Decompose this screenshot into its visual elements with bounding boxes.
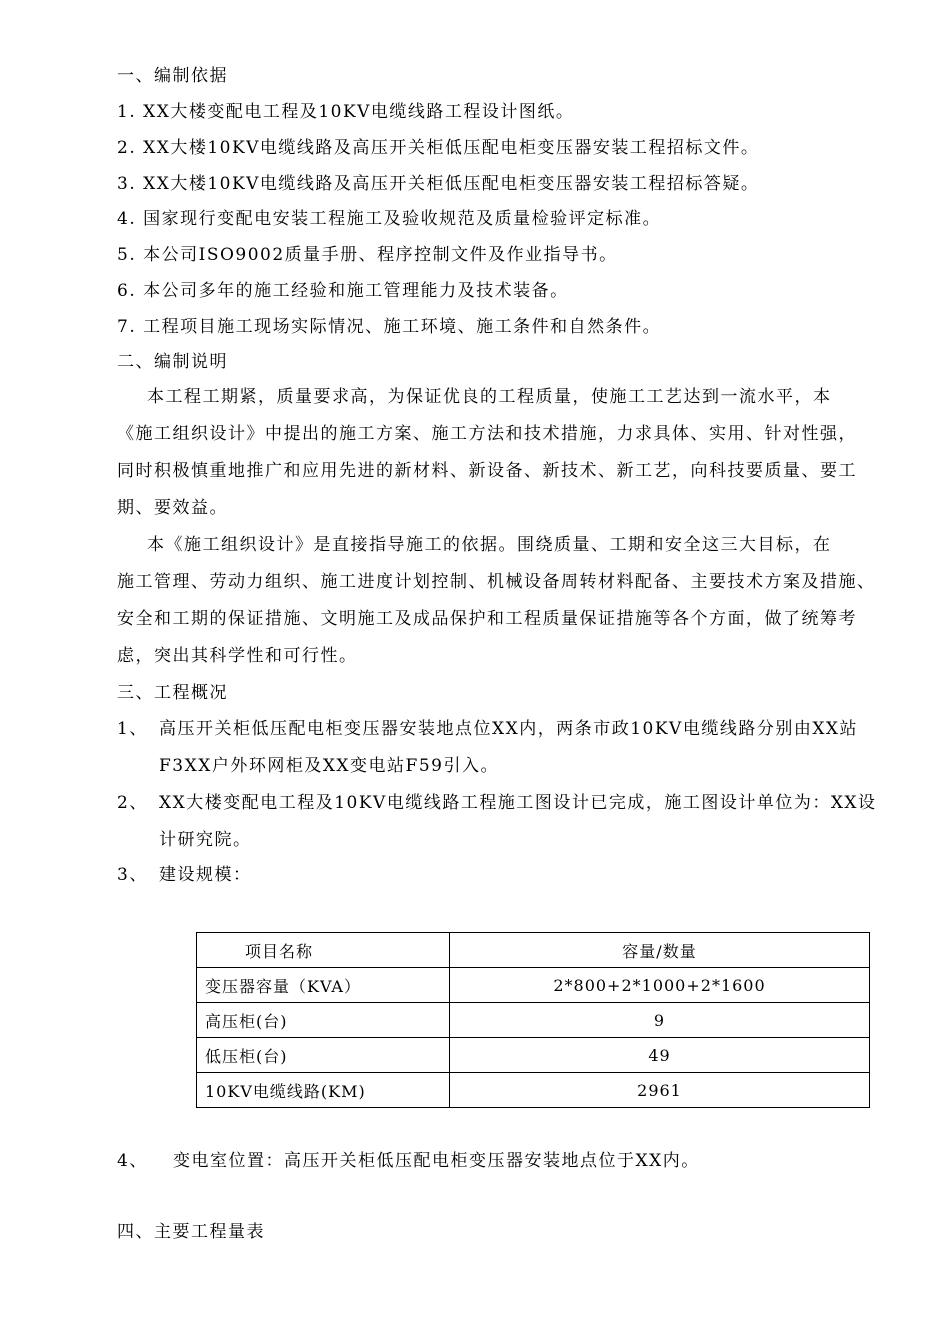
item-number: 4、 [117, 1151, 148, 1171]
section-3-heading: 三、工程概况 [117, 683, 228, 703]
table-row [197, 1073, 870, 1108]
paragraph-line: 同时积极慎重地推广和应用先进的新材料、新设备、新技术、新工艺，向科技要质量、要工 [117, 461, 857, 481]
section-2-heading: 二、编制说明 [117, 352, 228, 372]
item-number: 1、 [117, 719, 148, 739]
basis-item-7: 7. 工程项目施工现场实际情况、施工环境、施工条件和自然条件。 [117, 317, 662, 337]
explanation-paragraph-1 [117, 379, 892, 527]
table-cell: 2*800+2*1000+2*1600 [450, 968, 870, 1003]
basis-item-3: 3. XX大楼10KV电缆线路及高压开关柜低压配电柜变压器安装工程招标答疑。 [117, 174, 760, 194]
basis-item-5: 5. 本公司ISO9002质量手册、程序控制文件及作业指导书。 [117, 245, 618, 265]
item-line: XX大楼变配电工程及10KV电缆线路工程施工图设计已完成，施工图设计单位为：XX设 [159, 793, 877, 813]
basis-item-2: 2. XX大楼10KV电缆线路及高压开关柜低压配电柜变压器安装工程招标文件。 [117, 138, 760, 158]
table-row [197, 1038, 870, 1073]
paragraph-line: 本《施工组织设计》是直接指导施工的依据。围绕质量、工期和安全这三大目标，在 [147, 535, 832, 555]
section-4-heading: 四、主要工程量表 [117, 1222, 265, 1242]
section-1-heading: 一、编制依据 [117, 66, 228, 86]
paragraph-line: 安全和工期的保证措施、文明施工及成品保护和工程质量保证措施等各个方面，做了统筹考 [117, 609, 857, 629]
paragraph-line: 期、要效益。 [117, 498, 228, 518]
basis-item-1: 1. XX大楼变配电工程及10KV电缆线路工程设计图纸。 [117, 102, 575, 122]
basis-item-4: 4. 国家现行变配电安装工程施工及验收规范及质量检验评定标准。 [117, 209, 662, 229]
item-line: F3XX户外环网柜及XX变电站F59引入。 [159, 756, 499, 776]
basis-item-6: 6. 本公司多年的施工经验和施工管理能力及技术装备。 [117, 281, 569, 301]
explanation-paragraph-2 [117, 527, 892, 675]
paragraph-line: 本工程工期紧，质量要求高，为保证优良的工程质量，使施工工艺达到一流水平，本 [147, 387, 832, 407]
table-row [197, 1003, 870, 1038]
table-cell: 10KV电缆线路(KM) [197, 1073, 450, 1108]
item-line: 变电室位置：高压开关柜低压配电柜变压器安装地点位于XX内。 [173, 1151, 700, 1171]
table-cell: 变压器容量（KVA） [197, 968, 450, 1003]
table-row [197, 968, 870, 1003]
table-header-cell: 容量/数量 [450, 933, 870, 968]
paragraph-line: 《施工组织设计》中提出的施工方案、施工方法和技术措施，力求具体、实用、针对性强， [117, 424, 857, 444]
table-cell: 低压柜(台) [197, 1038, 450, 1073]
table-cell: 9 [450, 1003, 870, 1038]
construction-scale-table [196, 932, 870, 1108]
table-header-row [197, 933, 870, 968]
item-number: 3、 [117, 865, 148, 885]
item-line: 计研究院。 [159, 830, 252, 850]
paragraph-line: 虑，突出其科学性和可行性。 [117, 646, 358, 666]
item-line: 高压开关柜低压配电柜变压器安装地点位XX内，两条市政10KV电缆线路分别由XX站 [159, 719, 859, 739]
table-cell: 49 [450, 1038, 870, 1073]
table-cell: 高压柜(台) [197, 1003, 450, 1038]
item-line: 建设规模： [159, 865, 252, 885]
table-cell: 2961 [450, 1073, 870, 1108]
item-number: 2、 [117, 793, 148, 813]
paragraph-line: 施工管理、劳动力组织、施工进度计划控制、机械设备周转材料配备、主要技术方案及措施、 [117, 572, 876, 592]
table-header-cell: 项目名称 [197, 933, 450, 968]
